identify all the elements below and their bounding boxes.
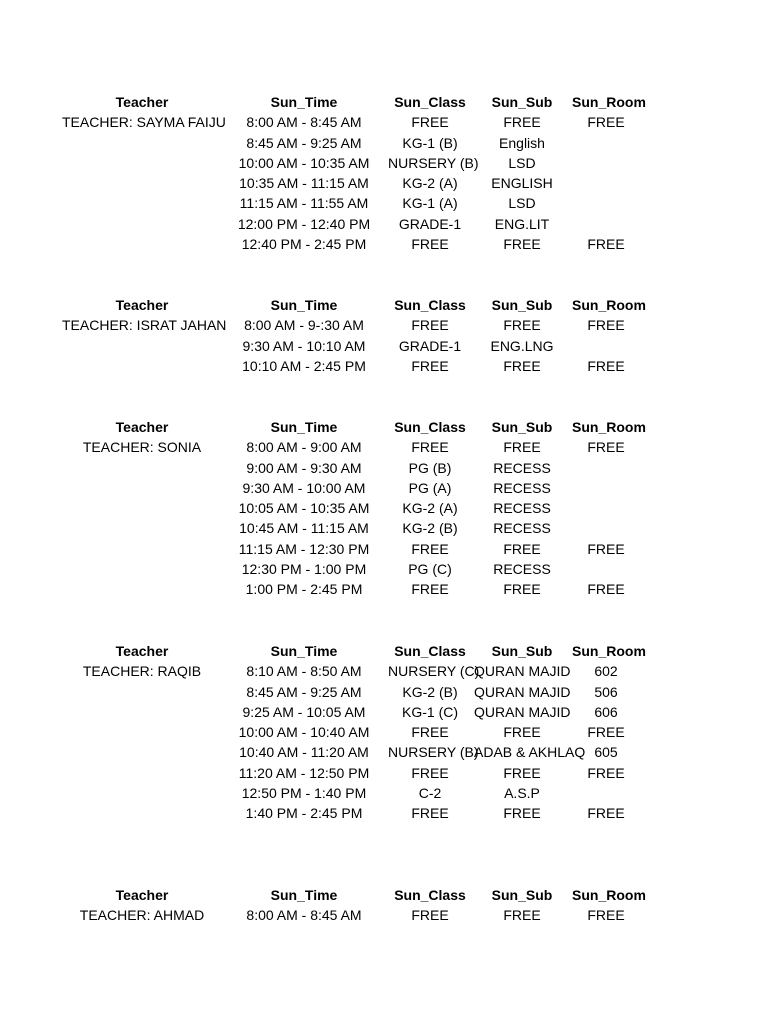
time-cell[interactable]: 9:30 AM - 10:00 AM — [242, 479, 366, 496]
room-cell[interactable]: FREE — [587, 540, 625, 557]
teacher-name-cell[interactable] — [62, 763, 222, 783]
schedule-row — [0, 234, 768, 254]
sub-cell[interactable]: FREE — [503, 236, 541, 253]
time-cell[interactable]: 10:45 AM - 11:15 AM — [239, 520, 369, 537]
sub-cell[interactable]: ENG.LIT — [494, 215, 550, 232]
teacher-schedule-block — [0, 92, 768, 254]
schedule-row — [0, 214, 768, 234]
class-cell[interactable]: FREE — [411, 357, 449, 374]
teacher-name-cell[interactable] — [62, 133, 222, 153]
schedule-row — [0, 905, 768, 925]
class-cell[interactable]: FREE — [411, 805, 449, 822]
class-cell[interactable]: NURSERY (C) — [388, 663, 480, 680]
time-cell[interactable]: 1:00 PM - 2:45 PM — [245, 581, 363, 598]
time-cell[interactable]: 9:25 AM - 10:05 AM — [242, 703, 366, 720]
header-room[interactable]: Sun_Room — [572, 887, 646, 903]
header-time[interactable]: Sun_Time — [270, 887, 338, 903]
sub-cell[interactable]: RECESS — [493, 479, 551, 496]
schedule-row — [0, 518, 768, 538]
time-cell[interactable]: 8:45 AM - 9:25 AM — [246, 683, 362, 700]
time-cell[interactable]: 12:50 PM - 1:40 PM — [241, 785, 367, 802]
header-room[interactable]: Sun_Room — [572, 643, 646, 659]
room-cell[interactable] — [572, 478, 640, 498]
teacher-name-cell[interactable] — [62, 356, 222, 376]
sub-cell[interactable]: FREE — [503, 805, 541, 822]
teacher-name-cell[interactable] — [62, 498, 222, 518]
time-cell[interactable]: 10:35 AM - 11:15 AM — [239, 175, 369, 192]
sub-cell[interactable]: FREE — [503, 317, 541, 334]
schedule-row — [0, 478, 768, 498]
sub-cell[interactable]: FREE — [503, 439, 541, 456]
class-cell[interactable]: KG-1 (B) — [402, 134, 458, 151]
schedule-row — [0, 559, 768, 579]
room-cell[interactable] — [572, 498, 640, 518]
teacher-name-cell[interactable] — [62, 682, 222, 702]
class-cell[interactable]: KG-2 (A) — [402, 175, 458, 192]
room-cell[interactable] — [572, 133, 640, 153]
schedule-row — [0, 458, 768, 478]
schedule-row — [0, 356, 768, 376]
time-cell[interactable]: 8:00 AM - 9-:30 AM — [244, 317, 364, 334]
teacher-schedule-block — [0, 641, 768, 824]
class-cell[interactable]: NURSERY (B) — [388, 744, 479, 761]
room-cell[interactable] — [572, 153, 640, 173]
header-teacher[interactable]: Teacher — [115, 643, 169, 659]
schedule-row — [0, 661, 768, 681]
schedule-row — [0, 133, 768, 153]
room-cell[interactable]: FREE — [587, 907, 625, 924]
time-cell[interactable]: 8:00 AM - 9:00 AM — [246, 439, 362, 456]
class-cell[interactable]: FREE — [411, 724, 449, 741]
class-cell[interactable]: FREE — [411, 439, 449, 456]
schedule-row — [0, 193, 768, 213]
room-cell[interactable]: FREE — [587, 317, 625, 334]
schedule-row — [0, 783, 768, 803]
teacher-name-cell[interactable] — [62, 539, 222, 559]
header-room[interactable]: Sun_Room — [572, 419, 646, 435]
header-room[interactable]: Sun_Room — [572, 297, 646, 313]
sub-cell[interactable]: FREE — [503, 764, 541, 781]
header-teacher[interactable]: Teacher — [115, 94, 169, 110]
time-cell[interactable]: 10:00 AM - 10:40 AM — [238, 724, 370, 741]
sub-cell[interactable]: QURAN MAJID — [474, 683, 571, 700]
header-row — [0, 295, 768, 315]
schedule-row — [0, 112, 768, 132]
sub-cell[interactable]: RECESS — [493, 500, 551, 517]
header-class[interactable]: Sun_Class — [394, 419, 466, 435]
class-cell[interactable]: FREE — [411, 540, 449, 557]
sub-cell[interactable]: RECESS — [493, 459, 551, 476]
room-cell[interactable]: FREE — [587, 805, 625, 822]
room-cell[interactable]: FREE — [587, 236, 625, 253]
sub-cell[interactable]: ADAB & AKHLAQ — [474, 744, 586, 761]
sub-cell[interactable]: RECESS — [493, 561, 551, 578]
header-time[interactable]: Sun_Time — [270, 94, 338, 110]
room-cell[interactable]: FREE — [587, 724, 625, 741]
header-time[interactable]: Sun_Time — [270, 297, 338, 313]
room-cell[interactable] — [572, 214, 640, 234]
room-cell[interactable]: FREE — [587, 439, 625, 456]
room-cell[interactable]: 605 — [594, 744, 618, 761]
teacher-name-cell[interactable] — [62, 783, 222, 803]
class-cell[interactable]: KG-2 (A) — [402, 500, 458, 517]
schedule-row — [0, 437, 768, 457]
class-cell[interactable]: PG (C) — [408, 561, 452, 578]
room-cell[interactable]: FREE — [587, 114, 625, 131]
room-cell[interactable]: FREE — [587, 357, 625, 374]
header-sub[interactable]: Sun_Sub — [491, 887, 553, 903]
class-cell[interactable]: NURSERY (B) — [388, 154, 479, 171]
time-cell[interactable]: 1:40 PM - 2:45 PM — [245, 805, 363, 822]
room-cell[interactable]: 506 — [594, 683, 618, 700]
class-cell[interactable]: C-2 — [418, 785, 442, 802]
time-cell[interactable]: 8:45 AM - 9:25 AM — [246, 134, 362, 151]
schedule-row — [0, 763, 768, 783]
room-cell[interactable]: FREE — [587, 581, 625, 598]
schedule-row — [0, 803, 768, 823]
room-cell[interactable] — [572, 173, 640, 193]
schedule-row — [0, 173, 768, 193]
sub-cell[interactable]: FREE — [503, 540, 541, 557]
class-cell[interactable]: FREE — [411, 581, 449, 598]
sub-cell[interactable]: LSD — [508, 195, 536, 212]
teacher-name-cell[interactable] — [62, 173, 222, 193]
time-cell[interactable]: 12:00 PM - 12:40 PM — [237, 215, 371, 232]
schedule-row — [0, 315, 768, 335]
class-cell[interactable]: GRADE-1 — [398, 215, 462, 232]
header-sub[interactable]: Sun_Sub — [491, 419, 553, 435]
teacher-name-cell[interactable] — [62, 518, 222, 538]
teacher-name-cell[interactable] — [62, 742, 222, 762]
header-class[interactable]: Sun_Class — [394, 887, 466, 903]
sub-cell[interactable]: A.S.P — [504, 785, 540, 802]
sub-cell[interactable]: LSD — [508, 154, 536, 171]
teacher-name-cell[interactable]: TEACHER: SONIA — [82, 439, 202, 456]
header-sub[interactable]: Sun_Sub — [491, 643, 553, 659]
header-class[interactable]: Sun_Class — [394, 643, 466, 659]
room-cell[interactable] — [572, 783, 640, 803]
teacher-name-cell[interactable] — [62, 214, 222, 234]
sub-cell[interactable]: English — [499, 134, 545, 151]
room-cell[interactable]: 606 — [594, 703, 618, 720]
class-cell[interactable]: FREE — [411, 114, 449, 131]
sub-cell[interactable]: FREE — [503, 724, 541, 741]
room-cell[interactable]: 602 — [594, 663, 618, 680]
teacher-name-cell[interactable] — [62, 559, 222, 579]
teacher-name-cell[interactable] — [62, 702, 222, 722]
time-cell[interactable]: 10:10 AM - 2:45 PM — [242, 357, 366, 374]
time-cell[interactable]: 12:40 PM - 2:45 PM — [241, 236, 367, 253]
class-cell[interactable]: KG-1 (A) — [402, 195, 458, 212]
class-cell[interactable]: KG-1 (C) — [402, 703, 458, 720]
sub-cell[interactable]: FREE — [503, 581, 541, 598]
schedule-row — [0, 153, 768, 173]
teacher-name-cell[interactable] — [62, 193, 222, 213]
schedule-row — [0, 682, 768, 702]
schedule-row — [0, 498, 768, 518]
sub-cell[interactable]: ENGLISH — [491, 175, 553, 192]
time-cell[interactable]: 11:20 AM - 12:50 PM — [238, 764, 370, 781]
header-row — [0, 885, 768, 905]
time-cell[interactable]: 8:00 AM - 8:45 AM — [246, 114, 362, 131]
time-cell[interactable]: 11:15 AM - 11:55 AM — [239, 195, 369, 212]
teacher-name-cell[interactable]: TEACHER: ISRAT JAHAN — [62, 317, 227, 334]
teacher-schedule-block — [0, 417, 768, 600]
schedule-row — [0, 539, 768, 559]
schedule-row — [0, 742, 768, 762]
teacher-name-cell[interactable] — [62, 458, 222, 478]
sub-cell[interactable]: QURAN MAJID — [474, 663, 571, 680]
header-time[interactable]: Sun_Time — [270, 419, 338, 435]
header-teacher[interactable]: Teacher — [115, 297, 169, 313]
class-cell[interactable]: FREE — [411, 236, 449, 253]
teacher-name-cell[interactable] — [62, 722, 222, 742]
teacher-name-cell[interactable] — [62, 336, 222, 356]
sub-cell[interactable]: FREE — [503, 357, 541, 374]
time-cell[interactable]: 12:30 PM - 1:00 PM — [241, 561, 367, 578]
class-cell[interactable]: PG (B) — [408, 459, 452, 476]
teacher-name-cell[interactable]: TEACHER: AHMAD — [79, 907, 205, 924]
schedule-row — [0, 702, 768, 722]
teacher-schedule-block — [0, 885, 768, 926]
sub-cell[interactable]: QURAN MAJID — [474, 703, 571, 720]
teacher-name-cell[interactable]: TEACHER: RAQIB — [82, 663, 202, 680]
schedule-row — [0, 336, 768, 356]
time-cell[interactable]: 11:15 AM - 12:30 PM — [238, 540, 370, 557]
class-cell[interactable]: KG-2 (B) — [402, 683, 458, 700]
header-room[interactable]: Sun_Room — [572, 94, 646, 110]
teacher-schedule-block — [0, 295, 768, 376]
room-cell[interactable] — [572, 559, 640, 579]
teacher-name-cell[interactable] — [62, 478, 222, 498]
time-cell[interactable]: 9:30 AM - 10:10 AM — [242, 337, 366, 354]
time-cell[interactable]: 10:00 AM - 10:35 AM — [238, 154, 370, 171]
teacher-name-cell[interactable] — [62, 153, 222, 173]
time-cell[interactable]: 9:00 AM - 9:30 AM — [246, 459, 362, 476]
class-cell[interactable]: PG (A) — [408, 479, 452, 496]
room-cell[interactable] — [572, 336, 640, 356]
header-class[interactable]: Sun_Class — [394, 297, 466, 313]
class-cell[interactable]: KG-2 (B) — [402, 520, 458, 537]
class-cell[interactable]: FREE — [411, 764, 449, 781]
teacher-name-cell[interactable]: TEACHER: SAYMA FAIJU — [62, 114, 226, 131]
header-sub[interactable]: Sun_Sub — [491, 94, 553, 110]
header-teacher[interactable]: Teacher — [115, 419, 169, 435]
header-time[interactable]: Sun_Time — [270, 643, 338, 659]
time-cell[interactable]: 8:10 AM - 8:50 AM — [246, 663, 362, 680]
room-cell[interactable] — [572, 193, 640, 213]
teacher-name-cell[interactable] — [62, 234, 222, 254]
room-cell[interactable] — [572, 518, 640, 538]
teacher-name-cell[interactable] — [62, 803, 222, 823]
header-teacher[interactable]: Teacher — [115, 887, 169, 903]
sub-cell[interactable]: RECESS — [493, 520, 551, 537]
class-cell[interactable]: FREE — [411, 907, 449, 924]
room-cell[interactable] — [572, 458, 640, 478]
teacher-name-cell[interactable] — [62, 579, 222, 599]
header-row — [0, 641, 768, 661]
schedule-row — [0, 579, 768, 599]
class-cell[interactable]: GRADE-1 — [398, 337, 462, 354]
class-cell[interactable]: FREE — [411, 317, 449, 334]
header-class[interactable]: Sun_Class — [394, 94, 466, 110]
header-row — [0, 92, 768, 112]
time-cell[interactable]: 10:05 AM - 10:35 AM — [238, 500, 370, 517]
room-cell[interactable]: FREE — [587, 764, 625, 781]
schedule-row — [0, 722, 768, 742]
header-row — [0, 417, 768, 437]
sub-cell[interactable]: FREE — [503, 907, 541, 924]
sub-cell[interactable]: FREE — [503, 114, 541, 131]
time-cell[interactable]: 10:40 AM - 11:20 AM — [239, 744, 369, 761]
header-sub[interactable]: Sun_Sub — [491, 297, 553, 313]
time-cell[interactable]: 8:00 AM - 8:45 AM — [246, 907, 362, 924]
sub-cell[interactable]: ENG.LNG — [490, 337, 554, 354]
